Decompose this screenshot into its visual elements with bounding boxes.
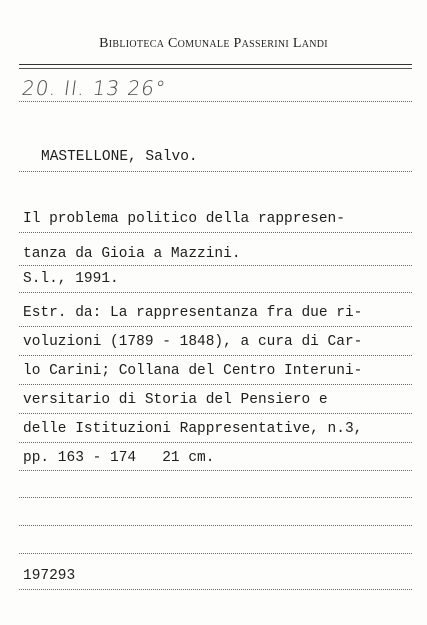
ruled-line	[19, 232, 412, 233]
description-line-2: tanza da Gioia a Mazzini.	[23, 246, 241, 262]
library-header: Biblioteca Comunale Passerini Landi	[99, 36, 328, 51]
description-line-5: voluzioni (1789 - 1848), a cura di Car-	[23, 334, 363, 350]
author-name: MASTELLONE, Salvo.	[41, 149, 198, 165]
ruled-line	[19, 442, 412, 443]
ruled-line	[19, 326, 412, 327]
ruled-line	[19, 384, 412, 385]
description-line-8: delle Istituzioni Rappresentative, n.3,	[23, 421, 363, 437]
ruled-line	[19, 292, 412, 293]
description-line-9: pp. 163 - 174 21 cm.	[23, 450, 215, 466]
ruled-line	[19, 525, 412, 526]
shelfmark-line	[19, 101, 412, 102]
description-line-7: versitario di Storia del Pensiero e	[23, 392, 328, 408]
shelfmark-handwritten: 20. II. 13 26°	[20, 76, 168, 100]
description-line-3: S.l., 1991.	[23, 271, 119, 287]
ruled-line	[19, 470, 412, 471]
header-rule-thick	[19, 64, 412, 65]
header-rule-thin	[19, 68, 412, 69]
description-line-1: Il problema politico della rappresen-	[23, 211, 345, 227]
ruled-line	[19, 355, 412, 356]
description-line-6: lo Carini; Collana del Centro Interuni-	[23, 363, 363, 379]
ruled-line	[19, 265, 412, 266]
ruled-line	[19, 553, 412, 554]
inventory-number: 197293	[23, 568, 76, 584]
author-line	[19, 171, 412, 172]
ruled-line	[19, 497, 412, 498]
ruled-line	[19, 589, 412, 590]
description-line-4: Estr. da: La rappresentanza fra due ri-	[23, 305, 363, 321]
ruled-line	[19, 413, 412, 414]
